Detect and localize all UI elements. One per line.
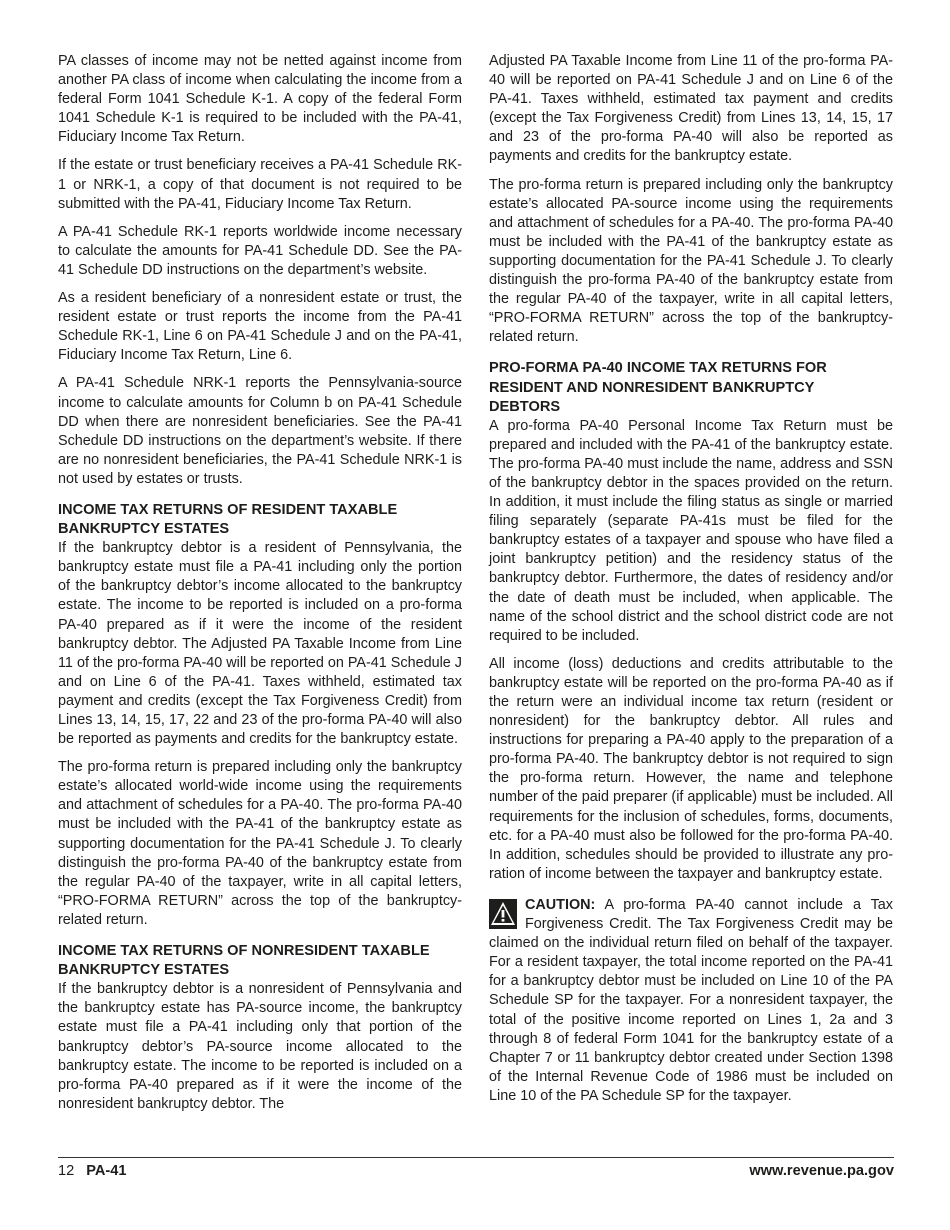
paragraph: A PA-41 Schedule NRK-1 reports the Pennsylvania-source income to calculate amounts for Column b on PA-41 Schedule DD when there are nonresident beneficiaries. See the PA-41 Schedule DD instructions on the department’s website. If there are no nonresident beneficiaries, the PA-41 Schedule NRK-1 is not used by estates or trusts. — [58, 375, 462, 487]
caution-label: CAUTION: — [525, 896, 596, 913]
section-heading-pro-forma — [489, 359, 893, 416]
paragraph: If the bankruptcy debtor is a nonresident of Pennsylvania and the bankruptcy estate has PA-source income, the bankruptcy estate must file a PA-41 including only that portion of the bankruptcy debtor’s PA-source income allocated to the bankruptcy estate. The income to be reported is included on a pro-forma PA-40 prepared as if it were the income of the nonresident bankruptcy debtor. The — [58, 981, 462, 1112]
heading-line: BANKRUPTCY ESTATES — [58, 962, 230, 979]
caution-box — [489, 896, 893, 1106]
paragraph: PA classes of income may not be netted against income from another PA class of income when calculating the income from a federal Form 1041 Schedule K-1. A copy of the federal Form 1041 Schedule K-1 is required to be included with the PA-41, Fiduciary Income Tax Return. — [58, 53, 462, 146]
right-column — [489, 52, 893, 1115]
paragraph: All income (loss) deductions and credits attributable to the bankruptcy estate will be reported on the pro-forma PA-40 as if the return were an individual income tax return (resident or nonresident) for the bankruptcy debtor. All rules and instructions for preparing a PA-40 apply to the preparation of a pro-forma PA-40. The bankruptcy debtor is not required to sign the pro-forma return. However, the name and telephone number of the paid preparer (if applicable) must be included. All requirements for the inclusion of schedules, forms, documents, etc. for a PA-40 must also be followed for the pro-forma PA-40. In addition, schedules should be provided to illustrate any pro-ration of income between the taxpayer and bankruptcy estate. — [489, 655, 893, 882]
heading-line: BANKRUPTCY ESTATES — [58, 521, 230, 538]
paragraph: If the estate or trust beneficiary receives a PA-41 Schedule RK-1 or NRK-1, a copy of that document is not required to be submitted with the PA-41, Fiduciary Income Tax Return. — [58, 157, 462, 212]
heading-line: RESIDENT AND NONRESIDENT BANKRUPTCY — [489, 379, 815, 396]
footer-left — [58, 1162, 127, 1181]
paragraph: A pro-forma PA-40 Personal Income Tax Return must be prepared and included with the PA-41 of the bankruptcy estate. The pro-forma PA-40 must include the name, address and SSN of the bankruptcy debtor in the spaces provided on the return. In addition, it must include the filing status as single or married filing separately (separate PA-41s must be filed for the bankruptcy estates of a taxpayer and spouse who have filed a joint bankruptcy petition) and the residency status of the bankruptcy debtor. Furthermore, the dates of residency and/or the date of death must be included, when applicable. The name of the school district and the school district code are not required to be included. — [489, 417, 893, 644]
section-heading-nonresident-estates — [58, 942, 462, 980]
section-heading-resident-estates — [58, 501, 462, 539]
heading-line: DEBTORS — [489, 398, 561, 415]
heading-line: INCOME TAX RETURNS OF RESIDENT TAXABLE — [58, 501, 398, 518]
paragraph: If the bankruptcy debtor is a resident of Pennsylvania, the bankruptcy estate must file a PA-41 including only the portion of the bankruptcy debtor’s income allocated to the bankruptcy estate. The income to be reported is included on a pro-forma PA-40 prepared as if it were the income of the resident bankruptcy debtor. The Adjusted PA Taxable Income from Line 11 of the pro-forma PA-40 will be reported on PA-41 Schedule J and on Line 6 of the PA-41. Taxes withheld, estimated tax payment and credits (except the Tax Forgiveness Credit) from Lines 13, 14, 15, 17, 22 and 23 of the pro-forma PA-40 will also be reported as payments and credits for the bankruptcy estate. — [58, 540, 462, 748]
page-footer — [58, 1157, 894, 1181]
page-number: 12 — [58, 1163, 75, 1179]
heading-line: PRO-FORMA PA-40 INCOME TAX RETURNS FOR — [489, 360, 827, 377]
paragraph: The pro-forma return is prepared including only the bankruptcy estate’s allocated PA-source income using the requirements and attachment of schedules for a PA-40. The pro-forma PA-40 must be included with the PA-41 of the bankruptcy estate as supporting documentation for the PA-41 Schedule J. To clearly distinguish the pro-forma PA-40 of the bankruptcy estate from the regular PA-40 of the taxpayer, write in all capital letters, “PRO-FORMA RETURN” across the top of the bankruptcy-related return. — [489, 176, 893, 346]
heading-line: INCOME TAX RETURNS OF NONRESIDENT TAXABLE — [58, 943, 430, 960]
warning-triangle-icon — [489, 899, 517, 929]
paragraph: A PA-41 Schedule RK-1 reports worldwide income necessary to calculate the amounts for PA-41 Schedule DD. See the PA-41 Schedule DD instructions on the department’s website. — [58, 223, 462, 278]
caution-text: A pro-forma PA-40 cannot include a Tax Forgiveness Credit. The Tax Forgiveness Credit may be claimed on the individual return filed on behalf of the taxpayer. For a resident taxpayer, the total income reported on the PA-41 for a bankruptcy debtor must be included on Line 10 of the PA Schedule SP for the taxpayer. For a nonresident taxpayer, the total of the positive income reported on Lines 1, 2a and 3 through 8 of federal Form 1041 for the bankruptcy estate of a Chapter 7 or 11 bankruptcy debtor created under Section 1398 of the Internal Revenue Code of 1986 must be included on Line 10 of the PA Schedule SP for the taxpayer. — [489, 896, 893, 1104]
caution-paragraph — [489, 896, 893, 1106]
website-link[interactable]: www.revenue.pa.gov — [749, 1163, 894, 1179]
paragraph: As a resident beneficiary of a nonresident estate or trust, the resident estate or trust reports the income from the PA-41 Schedule RK-1, Line 6 on PA-41 Schedule J and on the PA-41, Fiduciary Income Tax Return, Line 6. — [58, 290, 462, 364]
paragraph: Adjusted PA Taxable Income from Line 11 of the pro-forma PA-40 will be reported on PA-41 Schedule J and on Line 6 of the PA-41. Taxes withheld, estimated tax payment and credits (except the Tax Forgiveness Credit) from Lines 13, 14, 15, 17 and 23 of the pro-forma PA-40 will also be reported as payments and credits for the bankruptcy estate. — [489, 53, 893, 165]
left-column — [58, 52, 462, 1123]
form-name: PA-41 — [86, 1163, 127, 1179]
paragraph: The pro-forma return is prepared including only the bankruptcy estate’s allocated world-wide income using the requirements and attachment of schedules for a PA-40. The pro-forma PA-40 must be included with the PA-41 of the bankruptcy estate as supporting documentation for the PA-41 Schedule J. To clearly distinguish the pro-forma PA-40 of the bankruptcy estate from the regular PA-40 of the taxpayer, write in all capital letters, “PRO-FORMA RETURN” across the top of the bankruptcy-related return. — [58, 759, 462, 928]
